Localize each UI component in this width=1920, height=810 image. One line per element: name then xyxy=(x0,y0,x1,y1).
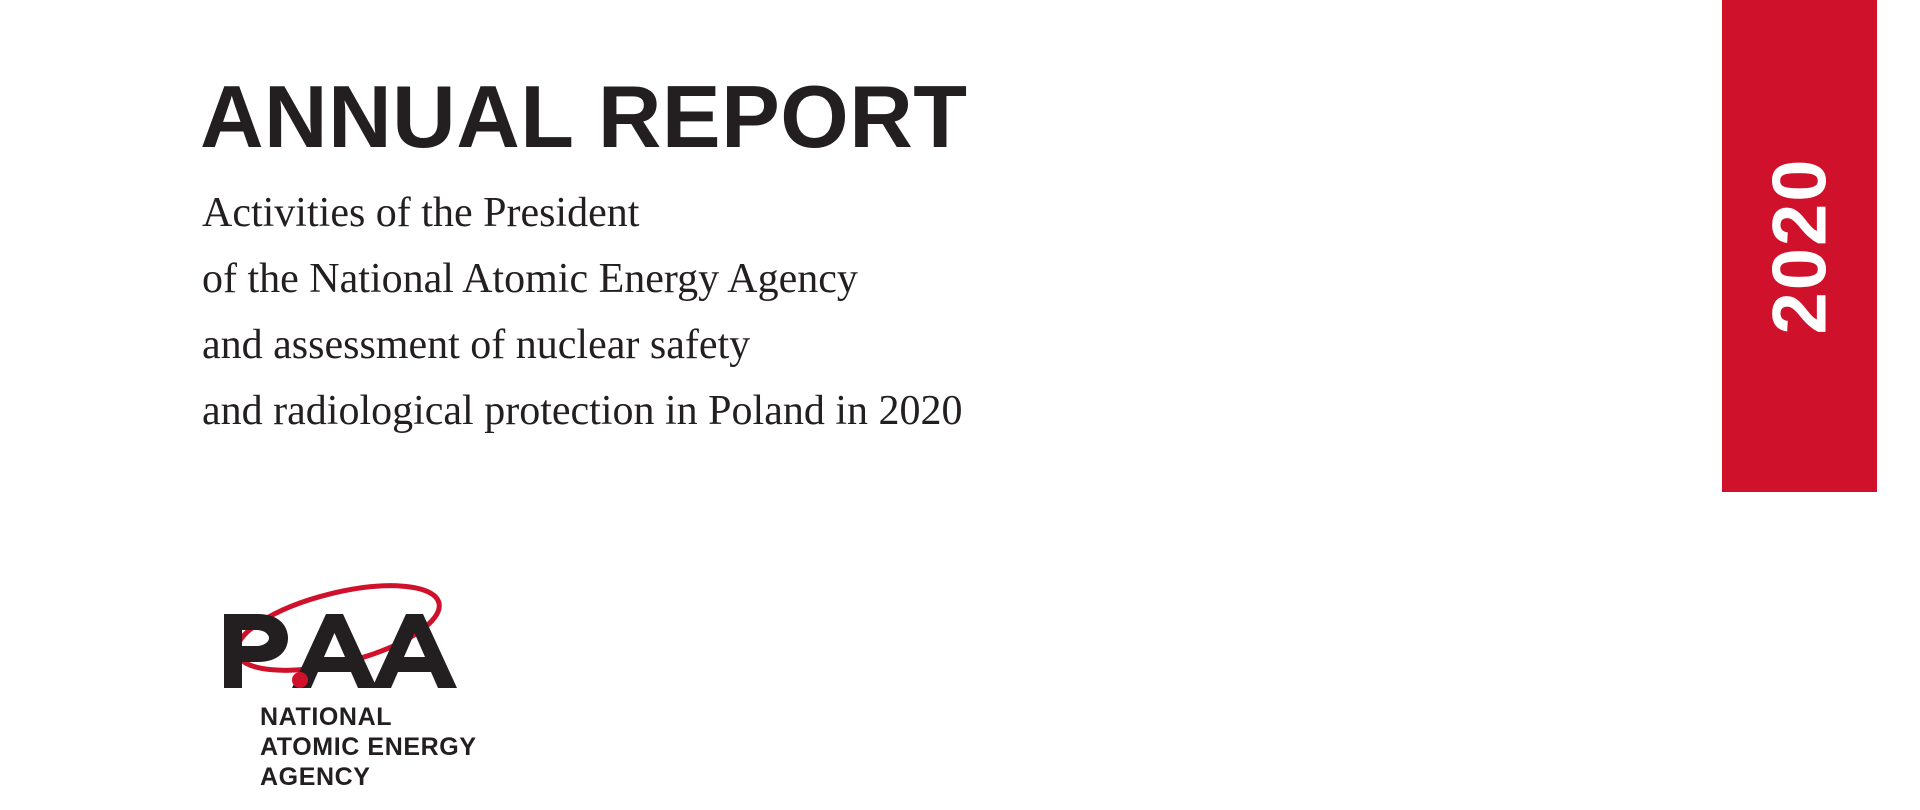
year-label: 2020 xyxy=(1757,157,1842,335)
subtitle-line-1: Activities of the President xyxy=(202,190,640,236)
subtitle-line-4: and radiological protection in Poland in 2020 xyxy=(202,388,963,434)
subtitle-line-3: and assessment of nuclear safety xyxy=(202,322,751,368)
subtitle-block xyxy=(202,180,963,444)
logo-name-line-3: AGENCY xyxy=(260,763,371,791)
year-band xyxy=(1722,0,1877,492)
paa-logo-wordmark xyxy=(260,702,477,792)
paa-logo xyxy=(196,580,486,800)
logo-name-line-1: NATIONAL xyxy=(260,703,393,731)
page-title: ANNUAL REPORT xyxy=(200,66,968,166)
logo-name-line-2: ATOMIC ENERGY xyxy=(260,733,477,761)
subtitle-line-2: of the National Atomic Energy Agency xyxy=(202,256,858,302)
paa-logo-mark-icon xyxy=(196,580,486,700)
